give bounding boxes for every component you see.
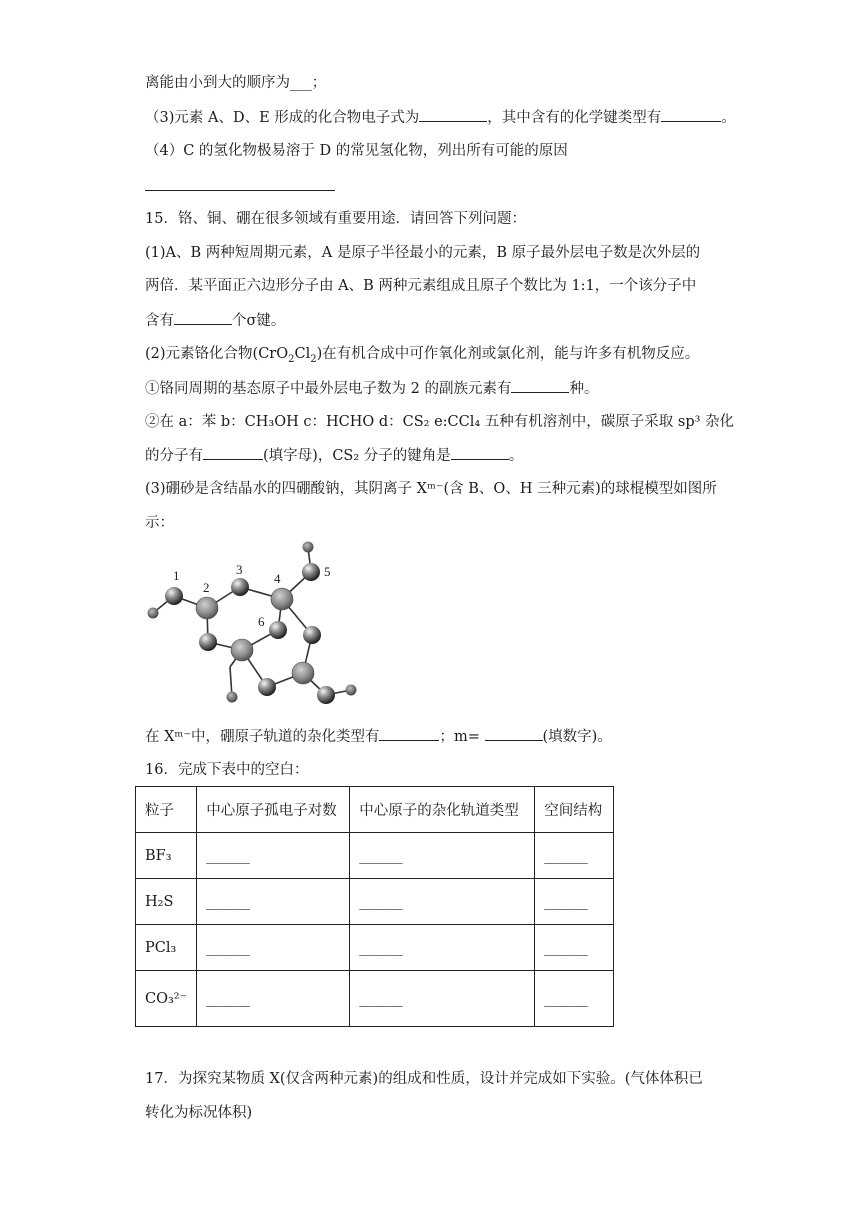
text-segment: 含有 bbox=[145, 313, 174, 329]
table-row bbox=[136, 971, 614, 1027]
answer-blank[interactable] bbox=[419, 107, 487, 122]
text-line: (2)元素铬化合物$(CrO_2Cl_2)$在有机合成中可作氧化剂或氯化剂，能与许多有机物反应。 bbox=[145, 346, 700, 365]
question-16-title: 16．完成下表中的空白： bbox=[145, 762, 309, 778]
text-segment: (2)元素铬化合物(CrO bbox=[145, 346, 289, 362]
answer-blank[interactable] bbox=[511, 378, 569, 393]
atom-label-6: 6 bbox=[258, 614, 265, 629]
text-line: 示： bbox=[145, 515, 174, 531]
text-segment: 的分子有 bbox=[145, 448, 203, 464]
text-segment: （3)元素 A、D、E 形成的化合物电子式为 bbox=[145, 110, 420, 126]
header-cell: 粒子 bbox=[136, 787, 197, 833]
text-line: (1)A、B 两种短周期元素，A 是原子半径最小的元素，B 原子最外层电子数是次外层的 bbox=[145, 245, 701, 261]
answer-blank[interactable] bbox=[379, 726, 439, 741]
atom-label-5: 5 bbox=[324, 564, 331, 579]
oxygen-atoms bbox=[165, 563, 335, 704]
table-row bbox=[136, 879, 614, 925]
text-line: 离能由小到大的顺序为___； bbox=[145, 75, 327, 91]
question-15-title: 15．铬、铜、硼在很多领域有重要用途．请回答下列问题： bbox=[145, 211, 526, 227]
text-segment: ，其中含有的化学键类型有 bbox=[487, 110, 662, 126]
atom-label-3: 3 bbox=[236, 562, 243, 577]
atom-label-4: 4 bbox=[274, 571, 281, 586]
header-cell: 空间结构 bbox=[535, 787, 614, 833]
answer-cell[interactable]: ______ bbox=[197, 971, 350, 1027]
text-segment: 种。 bbox=[569, 381, 599, 397]
table-row bbox=[136, 833, 614, 879]
answer-cell[interactable]: ______ bbox=[535, 925, 614, 971]
text-line: 两倍．某平面正六边形分子由 A、B 两种元素组成且原子个数比为 1:1，一个该分子中 bbox=[145, 278, 697, 294]
particle-cell: BF₃ bbox=[136, 833, 197, 879]
bonds bbox=[153, 547, 351, 697]
table-header-row bbox=[136, 787, 614, 833]
answer-blank[interactable] bbox=[451, 445, 509, 460]
borate-ball-stick-model bbox=[140, 535, 370, 710]
text-line bbox=[145, 107, 736, 128]
header-cell: 中心原子孤电子对数 bbox=[197, 787, 350, 833]
answer-blank[interactable] bbox=[174, 310, 232, 325]
text-line bbox=[145, 310, 285, 331]
atom-label-1: 1 bbox=[173, 568, 180, 583]
text-segment: 在 Xᵐ⁻中，硼原子轨道的杂化类型有 bbox=[145, 729, 380, 745]
answer-cell[interactable]: ______ bbox=[197, 833, 350, 879]
answer-cell[interactable]: ______ bbox=[350, 971, 535, 1027]
particle-cell: H₂S bbox=[136, 879, 197, 925]
text-segment: (填字母)，CS₂ 分子的键角是 bbox=[263, 448, 451, 464]
text-line: ②在 a：苯 b：CH₃OH c：HCHO d：CS₂ e:CCl₄ 五种有机溶剂中，碳原子采取 sp³ 杂化 bbox=[145, 414, 735, 430]
answer-cell[interactable]: ______ bbox=[350, 879, 535, 925]
text-segment: 。 bbox=[508, 448, 524, 464]
answer-cell[interactable]: ______ bbox=[535, 879, 614, 925]
text-segment: (填数字)。 bbox=[542, 729, 612, 745]
text-segment: Cl bbox=[294, 346, 311, 362]
answer-blank[interactable] bbox=[485, 726, 543, 741]
text-segment: 。 bbox=[721, 110, 736, 126]
text-line bbox=[145, 726, 612, 747]
question-16-table bbox=[135, 786, 614, 1027]
text-line bbox=[145, 445, 523, 466]
text-segment: 个σ键。 bbox=[232, 313, 286, 329]
answer-cell[interactable]: ______ bbox=[535, 971, 614, 1027]
answer-blank[interactable] bbox=[661, 107, 721, 122]
text-segment: ①铬同周期的基态原子中最外层电子数为 2 的副族元素有 bbox=[145, 381, 512, 397]
particle-cell: CO₃²⁻ bbox=[136, 971, 197, 1027]
answer-cell[interactable]: ______ bbox=[350, 833, 535, 879]
text-line: （4）C 的氢化物极易溶于 D 的常见氢化物，列出所有可能的原因 bbox=[145, 143, 568, 159]
answer-cell[interactable]: ______ bbox=[197, 925, 350, 971]
particle-cell: PCl₃ bbox=[136, 925, 197, 971]
answer-cell[interactable]: ______ bbox=[535, 833, 614, 879]
question-17-text: 17．为探究某物质 X(仅含两种元素)的组成和性质，设计并完成如下实验。(气体体积已 bbox=[145, 1071, 703, 1087]
text-segment: ；m= bbox=[439, 729, 480, 745]
answer-cell[interactable]: ______ bbox=[350, 925, 535, 971]
text-line bbox=[145, 378, 598, 399]
text-segment: )在有机合成中可作氧化剂或氯化剂，能与许多有机物反应。 bbox=[316, 346, 700, 362]
answer-blank[interactable] bbox=[203, 445, 263, 460]
answer-blank-line[interactable] bbox=[145, 190, 335, 191]
table-row bbox=[136, 925, 614, 971]
answer-cell[interactable]: ______ bbox=[197, 879, 350, 925]
header-cell: 中心原子的杂化轨道类型 bbox=[350, 787, 535, 833]
atom-label-2: 2 bbox=[203, 580, 210, 595]
text-line: (3)硼砂是含结晶水的四硼酸钠，其阴离子 Xᵐ⁻(含 B、O、H 三种元素)的球棍模型如图所 bbox=[145, 481, 717, 497]
question-17-text: 转化为标况体积) bbox=[145, 1105, 253, 1121]
